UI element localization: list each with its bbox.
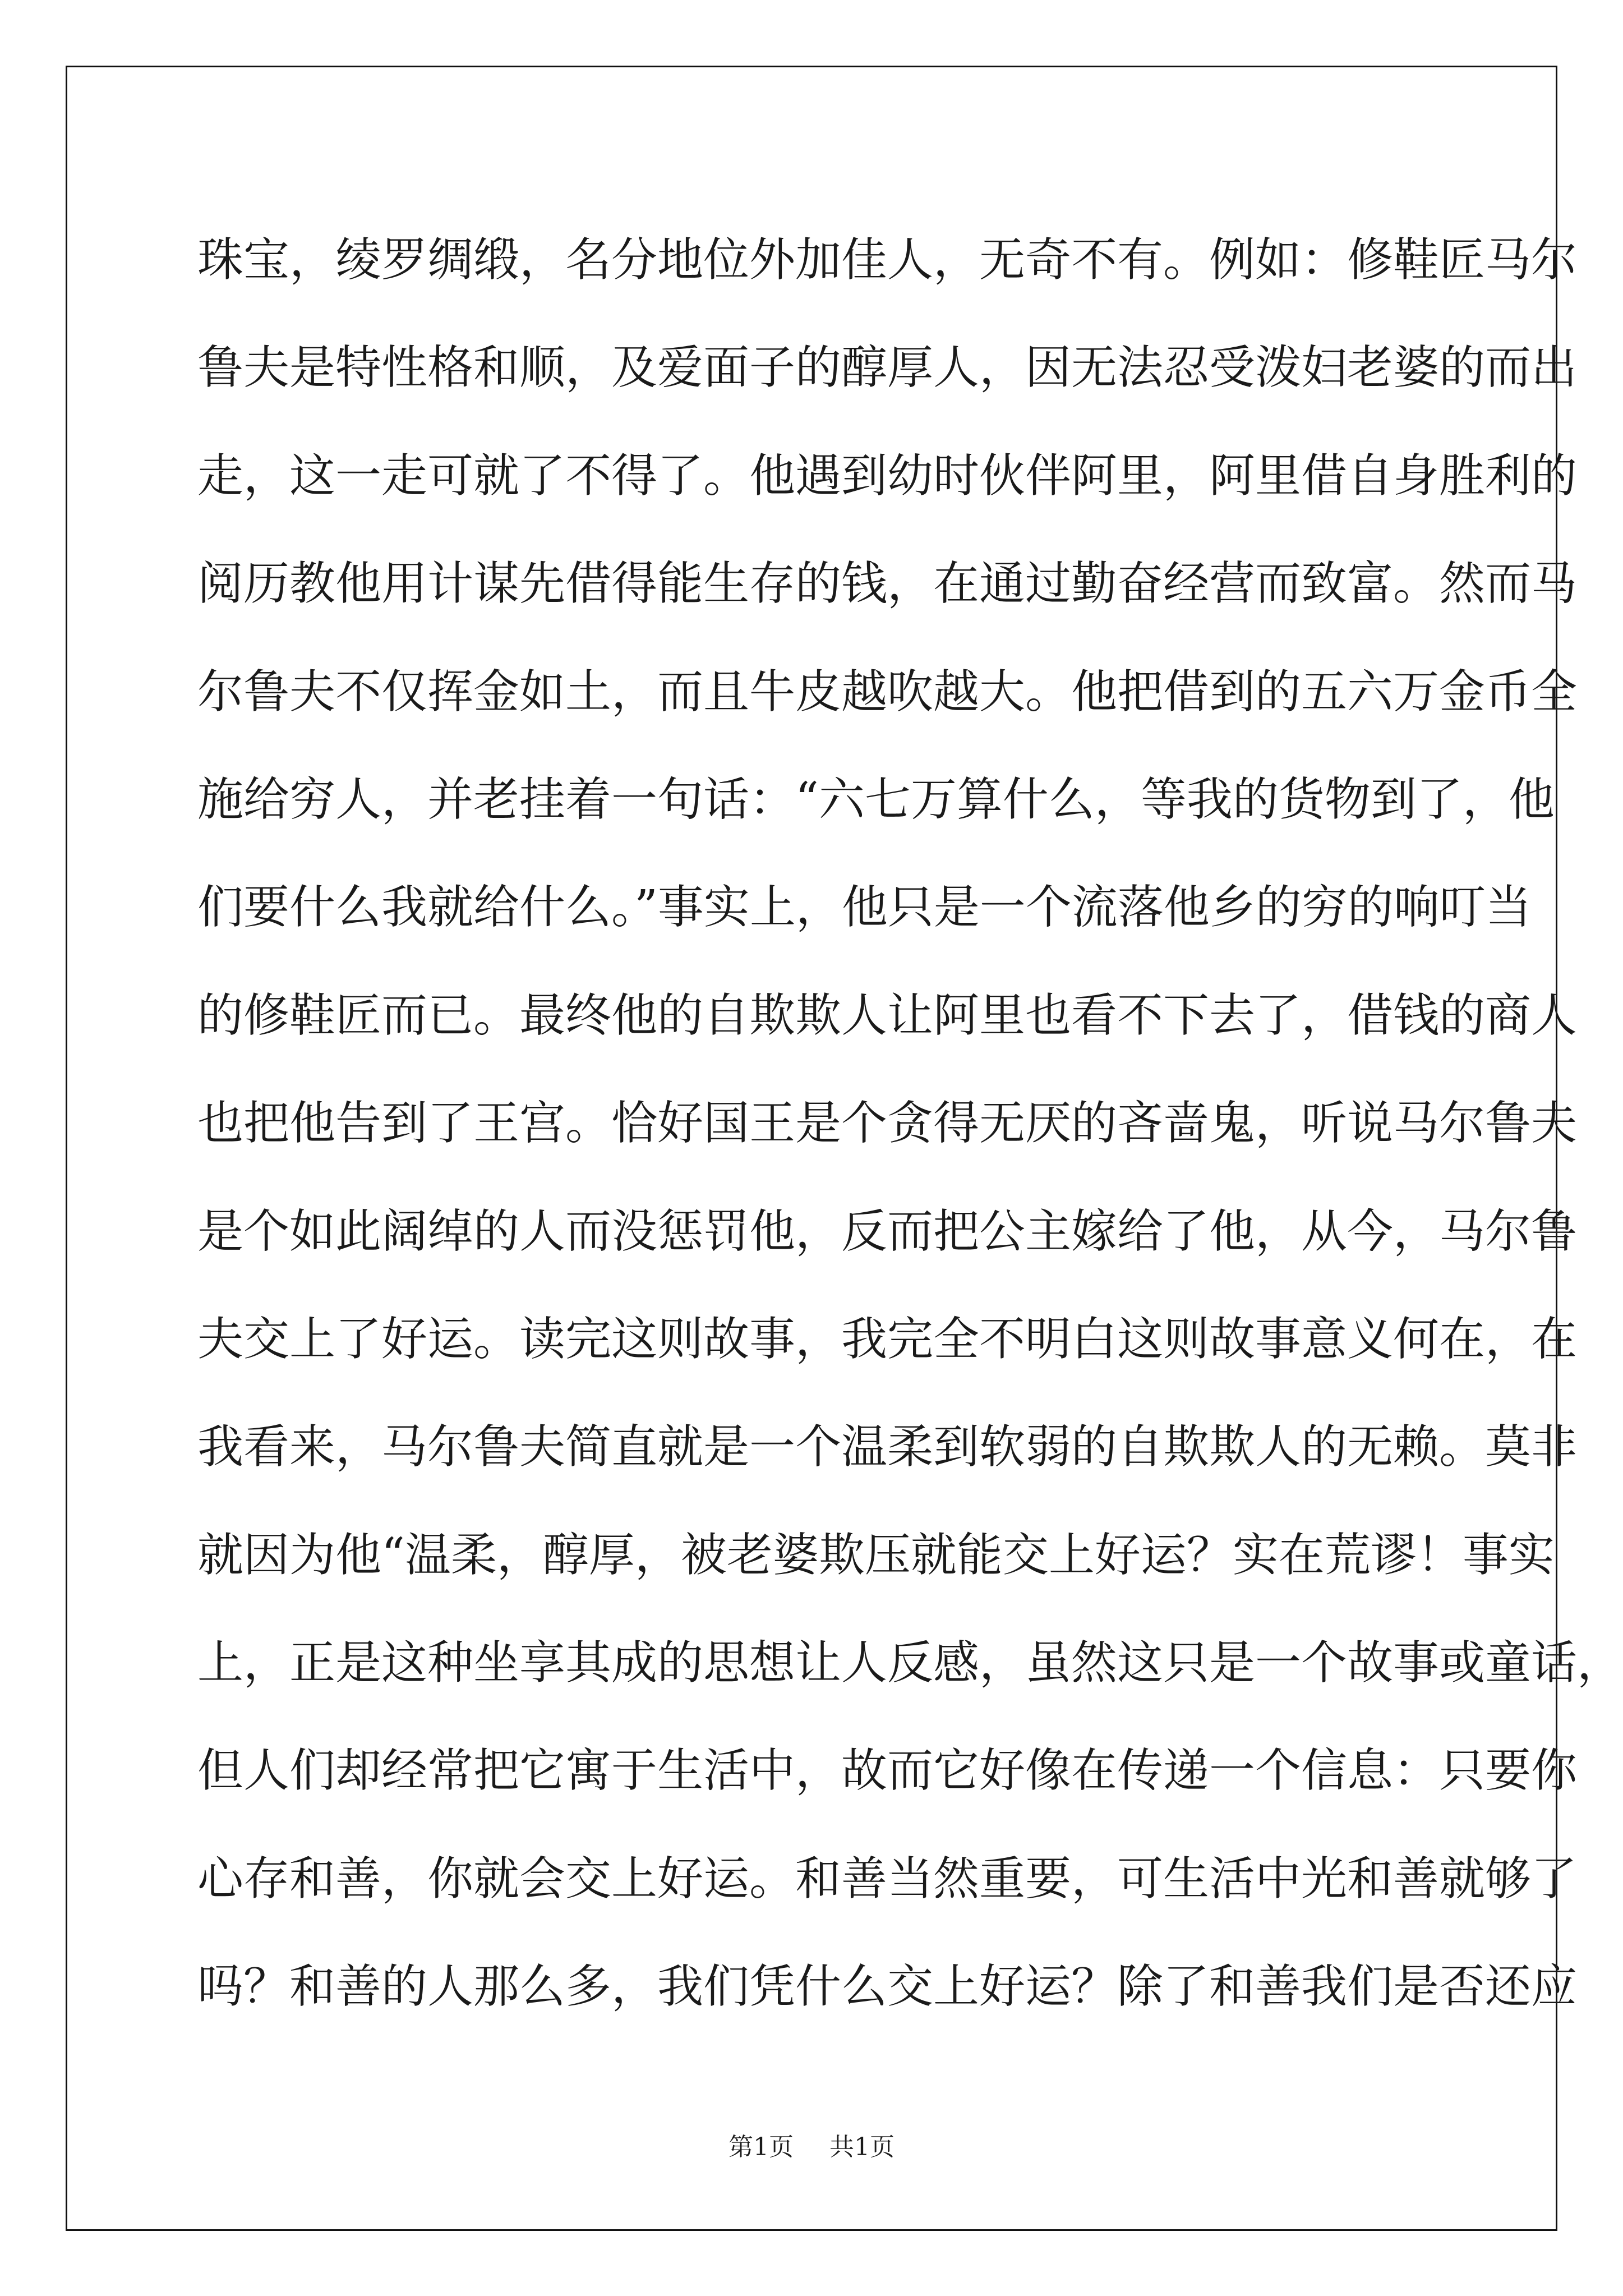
text-line-11: 夫交上了好运。读完这则故事，我完全不明白这则故事意义何在，在 xyxy=(197,1312,1578,1366)
text-line-2: 鲁夫是特性格和顺，及爱面子的醇厚人，因无法忍受泼妇老婆的而出 xyxy=(197,341,1578,395)
text-line-4: 阅历教他用计谋先借得能生存的钱，在通过勤奋经营而致富。然而马 xyxy=(197,557,1578,611)
text-line-16: 心存和善，你就会交上好运。和善当然重要，可生活中光和善就够了 xyxy=(197,1852,1578,1906)
document-body xyxy=(197,206,1623,2041)
text-line-7: 们要什么我就给什么。”事实上，他只是一个流落他乡的穷的响叮当 xyxy=(197,881,1532,935)
page-footer xyxy=(0,2131,1623,2164)
text-line-6: 施给穷人，并老挂着一句话：“六七万算什么，等我的货物到了，他 xyxy=(197,772,1555,826)
text-line-8: 的修鞋匠而已。最终他的自欺欺人让阿里也看不下去了，借钱的商人 xyxy=(197,988,1578,1042)
text-line-1: 珠宝，绫罗绸缎，名分地位外加佳人，无奇不有。例如：修鞋匠马尔 xyxy=(197,233,1578,287)
page-number-total: 共1页 xyxy=(829,2133,895,2161)
text-line-10: 是个如此阔绰的人而没惩罚他，反而把公主嫁给了他，从今，马尔鲁 xyxy=(197,1204,1578,1258)
text-line-9: 也把他告到了王宫。恰好国王是个贪得无厌的吝啬鬼，听说马尔鲁夫 xyxy=(197,1097,1578,1151)
text-line-15: 但人们却经常把它寓于生活中，故而它好像在传递一个信息：只要你 xyxy=(197,1744,1578,1798)
text-line-13: 就因为他“温柔，醇厚，被老婆欺压就能交上好运？实在荒谬！事实 xyxy=(197,1528,1555,1582)
page-number-current: 第1页 xyxy=(728,2133,794,2161)
text-line-17: 吗？和善的人那么多，我们凭什么交上好运？除了和善我们是否还应 xyxy=(197,1960,1578,2014)
text-line-14: 上，正是这种坐享其成的思想让人反感，虽然这只是一个故事或童话， xyxy=(197,1636,1623,1690)
text-line-5: 尔鲁夫不仅挥金如土，而且牛皮越吹越大。他把借到的五六万金币全 xyxy=(197,665,1578,719)
text-line-3: 走，这一走可就了不得了。他遇到幼时伙伴阿里，阿里借自身胜利的 xyxy=(197,449,1578,503)
text-line-12: 我看来，马尔鲁夫简直就是一个温柔到软弱的自欺欺人的无赖。莫非 xyxy=(197,1420,1578,1474)
